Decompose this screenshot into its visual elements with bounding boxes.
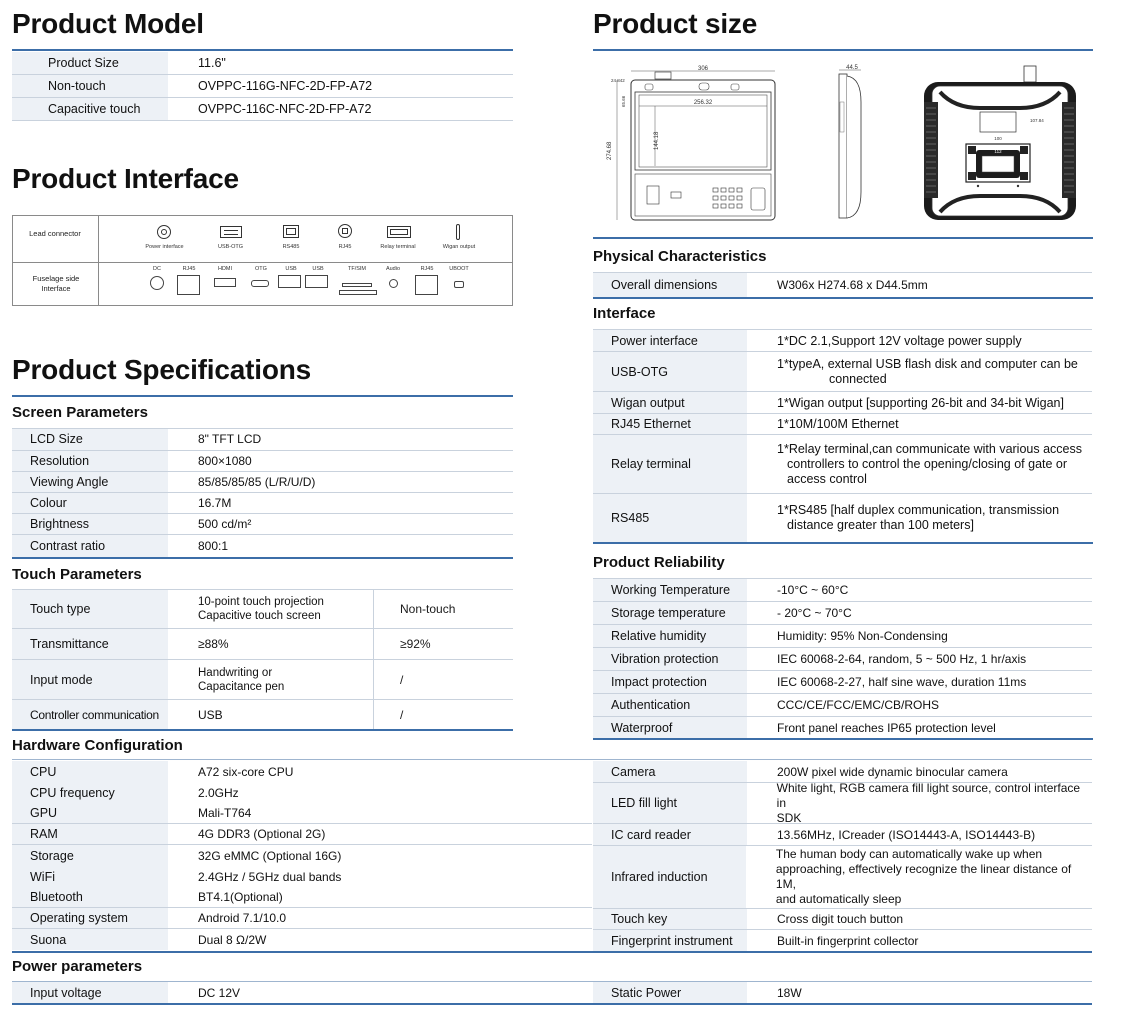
hardware-rule [12,759,1092,760]
row-key: Static Power [593,982,747,1003]
power-left-table [12,982,592,1003]
row-key: Touch key [593,909,747,929]
power-connector-icon [157,225,171,239]
interface-table [593,329,1092,542]
reliability-table [593,578,1092,739]
row-key: Non-touch [12,75,168,97]
table-row [593,648,1092,671]
front-view-drawing [603,62,783,227]
table-row [593,392,1092,414]
svg-text:306: 306 [697,66,709,72]
screen-parameters-table [12,428,513,557]
row-key: IC card reader [593,824,747,845]
row-value: 8" TFT LCD [198,432,262,447]
svg-text:107.84: 107.84 [1030,118,1044,123]
row-key: Impact protection [593,671,747,693]
product-size-title: Product size [593,8,758,39]
row-value: Humidity: 95% Non-Condensing [777,629,948,643]
table-row [12,824,592,845]
row-key: Colour [12,493,168,513]
table-row [12,98,513,121]
product-specifications-title: Product Specifications [12,354,311,385]
section-rule [12,951,1092,953]
side-port-label: OTG [255,266,267,272]
table-row [593,694,1092,717]
row-key: Storage temperature [593,602,747,624]
table-row [593,671,1092,694]
svg-text:144.18: 144.18 [654,131,660,150]
row-key: WiFi [12,866,168,887]
side-port-label: HDMI [217,266,233,272]
relay-terminal-icon [387,226,411,238]
row-key: LED fill light [593,783,747,823]
table-row [593,352,1092,392]
side-view-drawing [833,62,865,222]
table-row [593,625,1092,648]
power-parameters-title: Power parameters [12,958,143,975]
row-value: Non-touch [373,590,455,628]
row-value: 1*10M/100M Ethernet [777,417,899,431]
svg-text:256.32: 256.32 [693,100,713,106]
row-key: Waterproof [593,717,747,739]
table-row [12,629,513,660]
row-value: Cross digit touch button [777,912,904,926]
specifications-rule [12,395,513,397]
row-key: Input voltage [12,982,168,1003]
product-model-title: Product Model [12,8,204,39]
row-value: Front panel reaches IP65 protection level [777,721,996,735]
section-rule [12,729,513,731]
row-key: CPU [12,761,168,782]
row-key: Controller communication [12,700,168,730]
lead-port-label: USB-OTG [217,244,244,250]
row-value: IEC 60068-2-27, half sine wave, duration 11ms [777,675,1027,689]
row-value: 500 cd/m² [198,516,252,531]
back-view-drawing [920,62,1080,224]
row-value: / [373,700,403,730]
row-key: Authentication [593,694,747,716]
row-value: 2.0GHz [198,785,239,800]
table-row [593,824,1092,846]
rj45-port-icon [177,275,200,295]
uboot-port-icon [454,281,464,288]
row-key: Operating system [12,908,168,928]
table-row [12,493,513,514]
lead-port-label: RJ45 [338,244,352,250]
side-port-label: RJ45 [182,266,196,272]
table-row [12,887,592,908]
table-row [593,846,1092,909]
row-key: GPU [12,803,168,823]
row-value: 800:1 [198,538,229,553]
fuselage-side-label: Fuselage side Interface [32,274,80,293]
table-row [12,429,513,451]
row-value: 200W pixel wide dynamic binocular camera [777,764,1008,779]
physical-characteristics-title: Physical Characteristics [593,248,767,265]
row-key: Working Temperature [593,579,747,601]
table-row [593,273,1092,297]
row-value: Handwriting or Capacitance pen [198,666,285,693]
table-row [12,761,592,782]
table-row [12,803,592,824]
side-port-label: Audio [385,266,401,272]
row-key: Fingerprint instrument [593,930,747,951]
section-rule [12,1003,1092,1005]
hardware-configuration-title: Hardware Configuration [12,737,183,754]
physical-table [593,272,1092,297]
table-row [593,579,1092,602]
interface-diagram [12,215,513,306]
table-row [593,930,1092,951]
table-row [12,451,513,472]
usb-otg-connector-icon [220,226,242,238]
row-value: 13.56MHz, ICreader (ISO14443-A, ISO14443-B) [777,827,1036,842]
row-value: IEC 60068-2-64, random, 5 ~ 500 Hz, 1 hr/axis [777,652,1027,666]
hardware-left-table [12,761,592,950]
usb-port-icon [305,275,328,288]
table-row [12,472,513,493]
table-row [593,414,1092,435]
row-value: ≥92% [373,629,431,659]
row-key: RAM [12,824,168,844]
row-key: RJ45 Ethernet [593,414,747,434]
row-key: Contrast ratio [12,535,168,557]
lead-port-label: RS485 [282,244,300,250]
table-row [12,660,513,700]
row-value: 1*RS485 [half duplex communication, transmission distance greater than 100 meters] [777,503,1060,532]
table-row [12,866,592,887]
table-row [12,929,592,950]
touch-parameters-title: Touch Parameters [12,566,142,583]
row-value: A72 six-core CPU [198,764,294,779]
row-value: 16.7M [198,495,232,510]
row-value: 32G eMMC (Optional 16G) [198,848,342,863]
svg-text:65.66: 65.66 [621,95,626,107]
lead-port-label: Relay terminal [380,244,416,250]
table-row [593,330,1092,352]
row-key: Suona [12,929,168,950]
otg-port-icon [251,280,269,287]
row-key: Power interface [593,330,747,351]
product-model-table [12,52,513,121]
row-key: Input mode [12,660,168,699]
table-row [593,909,1092,930]
row-value: 11.6" [198,56,226,70]
product-model-rule [12,49,513,51]
side-port-label: USB [312,266,324,272]
touch-parameters-table [12,589,513,730]
table-row [12,782,592,803]
row-key: Product Size [12,52,168,74]
row-value: 800×1080 [198,453,252,468]
table-row [12,908,592,929]
row-value: ≥88% [198,637,229,651]
section-rule [593,542,1093,544]
row-value: 1*typeA, external USB flash disk and computer can be connected [777,356,1078,386]
row-value: - 20°C ~ 70°C [777,606,852,620]
row-key: Brightness [12,514,168,534]
side-port-label: DC [153,266,161,272]
row-value: The human body can automatically wake up when approaching, effectively recognize the linear distance of 1M, and automatically sleep [775,847,1072,906]
side-port-label: UBOOT [449,266,469,272]
rs485-connector-icon [283,225,299,238]
sim-slot-icon [339,290,377,295]
row-key: Overall dimensions [593,273,747,297]
hardware-right-table [593,761,1092,951]
row-key: Infrared induction [593,846,746,908]
table-row [12,75,513,98]
row-value: Mali-T764 [198,806,252,820]
svg-text:24.842: 24.842 [611,78,625,83]
table-row [12,700,513,730]
row-key: Relative humidity [593,625,747,647]
row-value: DC 12V [198,985,241,1000]
lead-port-label: Wigan output [442,244,476,250]
svg-text:112: 112 [994,149,1002,154]
table-row [12,845,592,866]
table-row [12,535,513,557]
row-value: / [373,660,403,699]
section-rule [593,738,1093,740]
row-key: Viewing Angle [12,472,168,492]
rj45-port-icon [415,275,438,295]
rj45-connector-icon [338,224,352,238]
table-row [593,982,1092,1003]
row-value: OVPPC-116G-NFC-2D-FP-A72 [198,79,373,93]
side-port-label: RJ45 [420,266,434,272]
row-value: 1*Wigan output [supporting 26-bit and 34-bit Wigan] [777,395,1064,410]
row-key: USB-OTG [593,352,747,391]
row-value: Android 7.1/10.0 [198,911,287,925]
row-key: RS485 [593,494,747,542]
svg-text:100: 100 [994,136,1002,141]
lead-connector-label: Lead connector [29,229,81,238]
svg-text:44.5: 44.5 [846,65,858,71]
table-row [593,717,1092,739]
side-port-label: USB [285,266,297,272]
product-size-rule [593,49,1093,51]
row-value: CCC/CE/FCC/EMC/CB/ROHS [777,698,940,712]
row-key: Bluetooth [12,887,168,907]
row-key: Storage [12,845,168,866]
tf-slot-icon [342,283,372,287]
side-port-label: TF/SIM [347,266,367,272]
row-key: Capacitive touch [12,98,168,120]
row-value: Dual 8 Ω/2W [198,932,267,947]
row-value: 4G DDR3 (Optional 2G) [198,827,326,841]
screen-parameters-title: Screen Parameters [12,404,148,421]
table-row [593,602,1092,625]
wigan-output-icon [456,224,460,240]
audio-port-icon [389,279,398,288]
row-key: Resolution [12,451,168,471]
row-value: BT4.1(Optional) [198,890,283,904]
row-value: OVPPC-116C-NFC-2D-FP-A72 [198,102,372,116]
hdmi-port-icon [214,278,236,287]
dc-port-icon [150,276,164,290]
row-value: USB [198,708,223,722]
row-key: Relay terminal [593,435,747,493]
product-reliability-title: Product Reliability [593,554,725,571]
row-value: 18W [777,985,802,1000]
row-value: W306x H274.68 x D44.5mm [777,278,928,292]
row-value: -10°C ~ 60°C [777,583,849,597]
row-value: 1*Relay terminal,can communicate with various access controllers to control the opening/closing of gate or access control [777,441,1082,486]
row-key: Transmittance [12,629,168,659]
table-row [12,52,513,75]
interface-title: Interface [593,305,656,322]
section-rule [593,297,1093,299]
power-right-table [593,982,1092,1003]
table-row [593,780,1092,825]
product-size-bottom-rule [593,237,1093,239]
row-key: Vibration protection [593,648,747,670]
row-value: 2.4GHz / 5GHz dual bands [198,869,342,884]
row-key: CPU frequency [12,782,168,803]
usb-port-icon [278,275,301,288]
row-value: 10-point touch projection Capacitive touch screen [198,596,324,622]
row-value: 1*DC 2.1,Support 12V voltage power supply [777,333,1022,348]
row-value: Built-in fingerprint collector [777,933,919,948]
svg-text:274.68: 274.68 [607,141,613,160]
section-rule [12,557,513,559]
table-row [12,590,513,629]
row-key: Touch type [12,590,168,628]
product-interface-title: Product Interface [12,163,239,194]
table-row [12,514,513,535]
table-row [593,435,1092,494]
row-value: White light, RGB camera fill light source, control interface in SDK [776,780,1081,825]
row-key: Camera [593,761,747,782]
row-value: 85/85/85/85 (L/R/U/D) [198,474,316,489]
table-row [593,494,1092,542]
table-row [12,982,592,1003]
row-key: LCD Size [12,429,168,450]
lead-port-label: Power interface [145,244,184,250]
row-key: Wigan output [593,392,747,413]
